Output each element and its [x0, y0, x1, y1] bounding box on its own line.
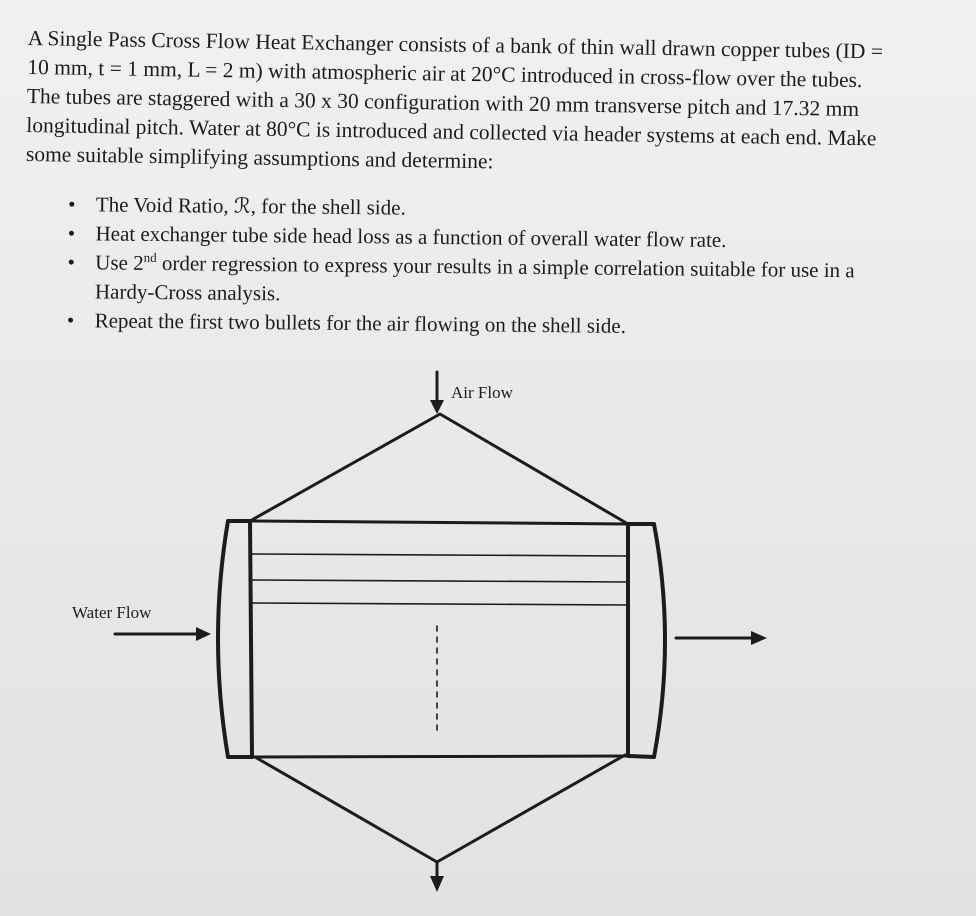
task-text-post: order regression to express your results in a simple correlation suitable for use in a Hardy-Cross analysis. — [94, 250, 855, 306]
top-air-hood — [250, 414, 628, 524]
bullet-icon: • — [68, 192, 76, 217]
air-inlet-arrowhead-icon — [430, 400, 444, 414]
tube-line — [252, 580, 628, 582]
tube-line — [252, 554, 628, 556]
task-text: Heat exchanger tube side head loss as a function of overall water flow rate. — [95, 221, 727, 252]
air-outlet-arrowhead-icon — [430, 876, 444, 892]
left-tube-sheet — [250, 521, 252, 757]
air-flow-label: Air Flow — [451, 383, 513, 402]
left-water-header — [218, 521, 252, 757]
problem-statement: A Single Pass Cross Flow Heat Exchanger consists of a bank of thin wall drawn copper tubes (ID = 10 mm, t = 1 mm, L = 2 m) with atmospheric air at 20°C introduced in cross-flow over the tubes. The tubes are staggered with a 30 x 30 configuration with 20 mm transverse pitch and 17.32 mm longitudinal pitch. Water at 80°C is introduced and collected via header systems at each end. Make some suitable simplifying assumptions and determine: — [25, 25, 884, 174]
tube-bank-bottom-edge — [252, 756, 628, 757]
task-text: Repeat the first two bullets for the air flowing on the shell side. — [94, 308, 627, 338]
bullet-icon: • — [66, 308, 75, 333]
bullet-icon: • — [67, 250, 76, 275]
bottom-air-hood — [255, 755, 625, 862]
water-outlet-arrowhead-icon — [751, 631, 767, 645]
task-text-superscript: nd — [143, 249, 157, 265]
tube-line — [252, 603, 628, 605]
right-water-header — [628, 524, 665, 757]
water-flow-label: Water Flow — [72, 603, 152, 622]
tube-bank-top-edge — [250, 521, 628, 524]
task-text: The Void Ratio, ℛ, for the shell side. — [95, 192, 406, 220]
bullet-icon: • — [67, 221, 76, 246]
water-inlet-arrowhead-icon — [196, 627, 211, 641]
task-text-pre: Use 2 — [95, 250, 144, 275]
